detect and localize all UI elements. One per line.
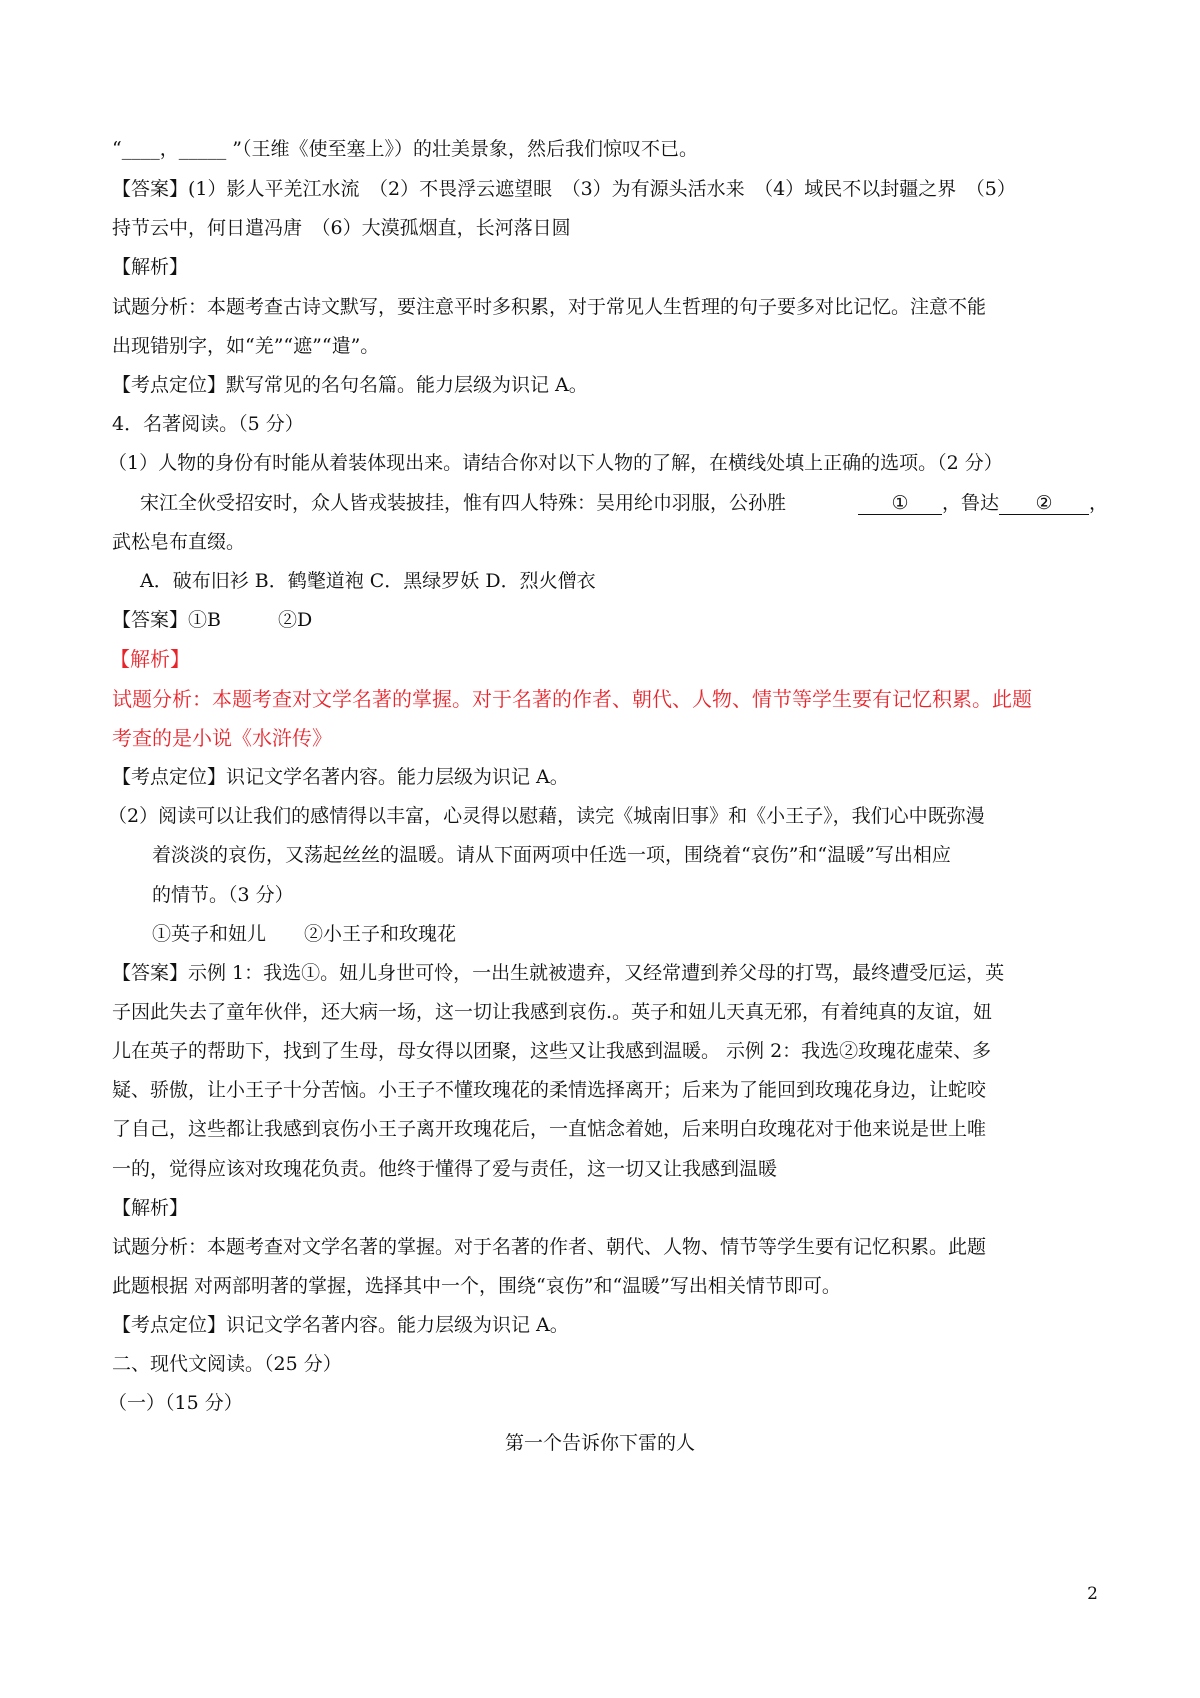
text-line-l7: 【考点定位】默写常见的名句名篇。能力层级为识记 A。 — [112, 374, 588, 396]
text-line-l9: （1）人物的身份有时能从着装体现出来。请结合你对以下人物的了解，在横线处填上正确的选项。（2 分） — [108, 452, 1003, 474]
text-line-l8: 4．名著阅读。（5 分） — [112, 413, 304, 435]
page-number: 2 — [1087, 1584, 1098, 1604]
text-line-l17: 【考点定位】识记文学名著内容。能力层级为识记 A。 — [112, 766, 569, 788]
text-line-l10a: 宋江全伙受招安时，众人皆戎装披挂，惟有四人特殊：吴用纶巾羽服，公孙胜 — [140, 492, 787, 514]
fill-in-end: ， — [1089, 492, 1109, 514]
text-line-l29: 试题分析：本题考查对文学名著的掌握。对于名著的作者、朝代、人物、情节等学生要有记忆积累。此题 — [112, 1236, 987, 1258]
text-line-l3: 持节云中，何日遣冯唐 （6）大漠孤烟直，长河落日圆 — [112, 217, 571, 239]
text-line-l27: 一的，觉得应该对玫瑰花负责。他终于懂得了爱与责任，这一切又让我感到温暖 — [112, 1158, 778, 1180]
fill-in-label: ，鲁达 — [942, 492, 1000, 514]
text-line-l6: 出现错别字，如“羌”“遮”“遣”。 — [112, 335, 380, 357]
article-title: 第一个告诉你下雷的人 — [504, 1432, 695, 1454]
fill-in-line — [858, 490, 1108, 516]
text-line-l22: 【答案】示例 1：我选①。妞儿身世可怜，一出生就被遗弃，又经常遭到养父母的打骂，最终遭受厄运，英 — [112, 962, 1005, 984]
text-line-l33: （一）（15 分） — [108, 1392, 243, 1414]
text-line-l28: 【解析】 — [112, 1197, 189, 1219]
text-line-l24: 儿在英子的帮助下，找到了生母，母女得以团聚，这些又让我感到温暖。 示例 2：我选②玫瑰花虚荣、多 — [112, 1040, 992, 1062]
text-line-l1: “____，_____ ”（王维《使至塞上》）的壮美景象，然后我们惊叹不已。 — [112, 138, 698, 160]
blank-1: ① — [858, 492, 942, 515]
text-line-l18: （2）阅读可以让我们的感情得以丰富，心灵得以慰藉，读完《城南旧事》和《小王子》，我们心中既弥漫 — [108, 805, 985, 827]
text-line-l13: 【答案】①B ②D — [112, 609, 313, 631]
red-analysis-heading: 【解析】 — [110, 647, 190, 671]
text-line-l19: 着淡淡的哀伤，又荡起丝丝的温暖。请从下面两项中任选一项，围绕着“哀伤”和“温暖”写出相应 — [152, 844, 951, 866]
text-line-l21: ①英子和妞儿 ②小王子和玫瑰花 — [152, 923, 457, 945]
text-line-l12: A．破布旧衫 B．鹤氅道袍 C．黑绿罗妖 D．烈火僧衣 — [140, 570, 596, 592]
text-line-l31: 【考点定位】识记文学名著内容。能力层级为识记 A。 — [112, 1314, 569, 1336]
red-analysis-line-1: 试题分析：本题考查对文学名著的掌握。对于名著的作者、朝代、人物、情节等学生要有记忆积累。此题 — [112, 687, 1032, 711]
blank-2: ② — [999, 492, 1089, 515]
red-analysis-line-2: 考查的是小说《水浒传》 — [112, 726, 332, 750]
text-line-l32: 二、现代文阅读。（25 分） — [112, 1353, 342, 1375]
text-line-l11: 武松皂布直缀。 — [112, 531, 246, 553]
text-line-l2: 【答案】(1）影人平羌江水流 （2）不畏浮云遮望眼 （3）为有源头活水来 （4）域民不以封疆之界 （5） — [112, 178, 1016, 200]
text-line-l5: 试题分析：本题考查古诗文默写，要注意平时多积累，对于常见人生哲理的句子要多对比记忆。注意不能 — [112, 296, 987, 318]
text-line-l26: 了自己，这些都让我感到哀伤小王子离开玫瑰花后，一直惦念着她，后来明白玫瑰花对于他来说是世上唯 — [112, 1118, 987, 1140]
text-line-l23: 子因此失去了童年伙伴，还大病一场，这一切让我感到哀伤.。英子和妞儿天真无邪，有着纯真的友谊，妞 — [112, 1001, 993, 1023]
text-line-l30: 此题根据 对两部明著的掌握，选择其中一个，围绕“哀伤”和“温暖”写出相关情节即可。 — [112, 1275, 841, 1297]
text-line-l25: 疑、骄傲，让小王子十分苦恼。小王子不懂玫瑰花的柔情选择离开；后来为了能回到玫瑰花身边，让蛇咬 — [112, 1079, 987, 1101]
text-line-l4: 【解析】 — [112, 256, 189, 278]
text-line-l20: 的情节。（3 分） — [152, 884, 294, 906]
